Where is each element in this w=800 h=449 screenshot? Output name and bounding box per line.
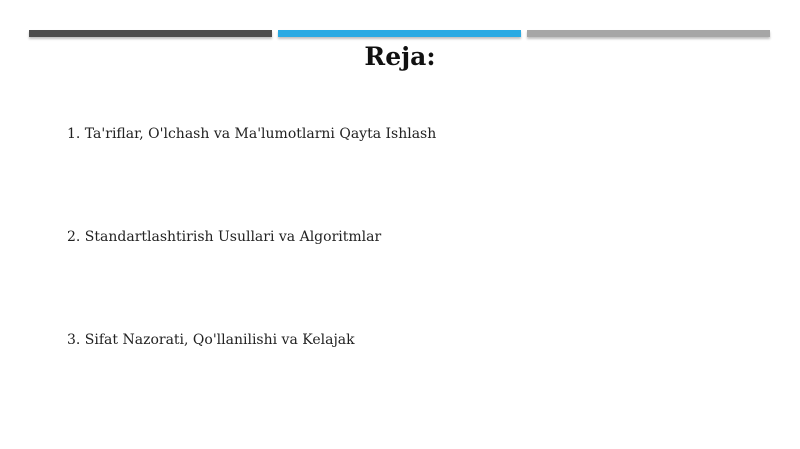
accent-bar-middle (278, 30, 521, 37)
slide-title: Reja: (364, 42, 436, 71)
agenda-item: 2. Standartlashtirish Usullari va Algoritmlar (67, 229, 382, 245)
agenda-item: 3. Sifat Nazorati, Qo'llanilishi va Kelajak (67, 332, 355, 348)
accent-bar-right (527, 30, 770, 37)
agenda-item: 1. Ta'riflar, O'lchash va Ma'lumotlarni Qayta Ishlash (67, 126, 437, 142)
accent-bar-left (29, 30, 272, 37)
